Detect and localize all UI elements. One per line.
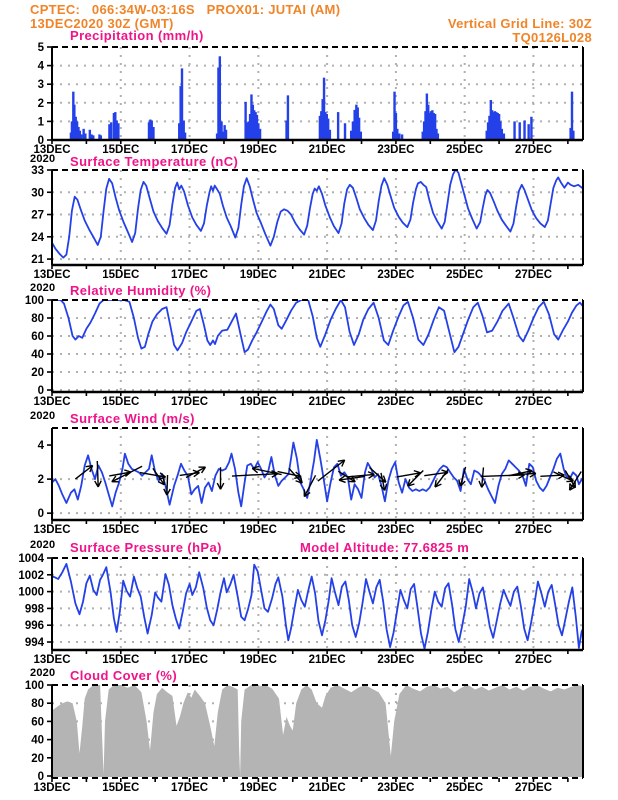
series-cloud — [52, 685, 583, 777]
precip-bar — [117, 123, 119, 140]
panel-precipitation — [33, 42, 583, 156]
panel-pressure — [18, 553, 583, 666]
precip-bar — [572, 131, 574, 140]
panel-cloud — [25, 680, 583, 794]
x-tick-label: 27DEC — [514, 396, 553, 408]
x-tick-label: 17DEC — [171, 524, 209, 536]
wind-arrow-head — [414, 471, 421, 473]
y-tick-label: 20 — [31, 752, 44, 765]
pressure-line — [52, 564, 583, 649]
x-tick-label: 25DEC — [446, 269, 484, 281]
gridlines-humidity — [52, 300, 583, 392]
x-tick-label: 17DEC — [171, 782, 209, 794]
y-tick-label: 1004 — [18, 553, 44, 565]
precip-bar — [513, 121, 515, 140]
y-tick-label: 100 — [24, 680, 44, 692]
y-tick-label: 0 — [37, 135, 44, 147]
series-precipitation — [70, 56, 575, 140]
panel-title-cloud: Cloud Cover (%) — [70, 668, 178, 683]
gridlines-pressure — [52, 558, 583, 650]
x-tick-label: 21DEC — [308, 782, 346, 794]
panel-title-temperature: Surface Temperature (nC) — [70, 154, 239, 169]
x-tick-label: 25DEC — [446, 654, 484, 666]
frame-pressure — [52, 558, 583, 650]
y-tick-label: 1000 — [18, 586, 44, 599]
y-tick-label: 80 — [31, 313, 44, 326]
x-tick-label: 17DEC — [171, 269, 209, 281]
x-tick-label: 15DEC — [102, 782, 140, 794]
y-tick-label: 27 — [31, 209, 44, 222]
x-tick-label: 27DEC — [514, 654, 553, 666]
y-tick-label: 100 — [24, 295, 44, 307]
x-tick-label: 13DEC — [33, 654, 71, 666]
x-tick-label: 25DEC — [446, 144, 484, 156]
y-tick-label: 0 — [37, 385, 44, 398]
precip-bar — [396, 129, 398, 140]
x-axis-year-label: 2020 — [30, 667, 56, 679]
gridlines-precipitation — [52, 47, 583, 140]
y-tick-label: 24 — [31, 231, 44, 244]
y-tick-label: 2 — [37, 474, 44, 487]
x-tick-label: 23DEC — [377, 396, 415, 408]
x-tick-label: 23DEC — [377, 782, 415, 794]
x-tick-label: 15DEC — [102, 144, 140, 156]
x-tick-label: 13DEC — [33, 396, 71, 408]
y-tick-label: 5 — [37, 42, 44, 54]
y-tick-label: 0 — [37, 770, 44, 783]
x-tick-label: 23DEC — [377, 269, 415, 281]
precip-bar — [519, 122, 521, 140]
panel-title-wind: Surface Wind (m/s) — [70, 411, 195, 426]
x-tick-label: 25DEC — [446, 524, 484, 536]
y-tick-label: 60 — [31, 331, 44, 344]
panel-wind — [33, 428, 583, 536]
panel-title-humidity: Relative Humidity (%) — [70, 283, 212, 298]
x-tick-label: 23DEC — [377, 654, 415, 666]
x-tick-label: 21DEC — [308, 144, 346, 156]
x-axis-year-label: 2020 — [30, 282, 56, 294]
x-tick-label: 13DEC — [33, 782, 71, 794]
precip-bar — [530, 117, 532, 140]
cloud-area — [52, 685, 583, 777]
y-tick-label: 998 — [24, 603, 44, 616]
x-tick-label: 19DEC — [239, 269, 277, 281]
x-tick-label: 21DEC — [308, 524, 346, 536]
precip-bar — [501, 129, 503, 140]
model-altitude-label: Model Altitude: 77.6825 m — [300, 540, 470, 555]
x-tick-label: 23DEC — [377, 144, 415, 156]
series-temperature — [52, 169, 583, 257]
wind-arrow-shaft — [167, 475, 168, 495]
gridlines-temperature — [52, 170, 583, 265]
precip-bar — [287, 95, 289, 140]
x-tick-label: 15DEC — [102, 654, 140, 666]
station-header: CPTEC: 066:34W-03:16S PROX01: JUTAI (AM) — [30, 2, 341, 17]
x-tick-label: 21DEC — [308, 396, 346, 408]
y-tick-label: 1002 — [18, 569, 44, 582]
panel-humidity — [25, 295, 583, 408]
wind-arrow-head — [525, 469, 532, 471]
x-tick-label: 15DEC — [102, 524, 140, 536]
panel-temperature — [31, 165, 583, 281]
wind-arrow-head — [339, 480, 346, 482]
series-wind — [52, 440, 583, 507]
wind-arrow-shaft — [481, 475, 525, 477]
x-tick-label: 19DEC — [239, 144, 277, 156]
y-tick-label: 996 — [24, 620, 44, 633]
x-tick-label: 19DEC — [239, 524, 277, 536]
x-tick-label: 21DEC — [308, 269, 346, 281]
x-tick-label: 25DEC — [446, 782, 484, 794]
vertical-grid-note: Vertical Grid Line: 30Z — [447, 16, 592, 31]
x-tick-label: 17DEC — [171, 396, 209, 408]
panel-title-precipitation: Precipitation (mm/h) — [70, 28, 204, 43]
x-axis-year-label: 2020 — [30, 539, 56, 551]
y-tick-label: 30 — [31, 187, 44, 200]
series-humidity — [52, 300, 583, 352]
wind-arrow — [479, 467, 486, 487]
x-tick-label: 15DEC — [102, 269, 140, 281]
humidity-line — [52, 300, 583, 352]
y-tick-label: 1 — [37, 116, 44, 129]
frame-temperature — [52, 170, 583, 265]
precip-bar — [329, 130, 331, 140]
y-tick-label: 20 — [31, 367, 44, 380]
y-tick-label: 80 — [31, 698, 44, 711]
precip-bar — [527, 124, 529, 140]
x-tick-label: 19DEC — [239, 396, 277, 408]
wind-arrow-shaft — [97, 461, 98, 487]
frame-humidity — [52, 300, 583, 392]
x-tick-label: 13DEC — [33, 144, 71, 156]
x-axis-year-label: 2020 — [30, 153, 56, 165]
precip-bar — [337, 112, 339, 140]
temperature-line — [52, 169, 583, 257]
x-tick-label: 27DEC — [514, 782, 553, 794]
precip-bar — [225, 130, 227, 140]
x-tick-label: 13DEC — [33, 269, 71, 281]
series-pressure — [52, 564, 583, 649]
y-tick-label: 60 — [31, 716, 44, 729]
precip-bar — [259, 129, 261, 140]
x-tick-label: 19DEC — [239, 654, 277, 666]
x-tick-label: 19DEC — [239, 782, 277, 794]
x-axis-year-label: 2020 — [30, 410, 56, 422]
y-tick-label: 3 — [37, 79, 44, 92]
y-tick-label: 0 — [37, 508, 44, 521]
product-code: TQ0126L028 — [512, 30, 592, 45]
y-tick-label: 33 — [31, 165, 44, 177]
precip-bar — [152, 127, 154, 140]
x-tick-label: 17DEC — [171, 144, 209, 156]
x-tick-label: 15DEC — [102, 396, 140, 408]
x-tick-label: 13DEC — [33, 524, 71, 536]
y-tick-label: 40 — [31, 349, 44, 362]
y-tick-label: 21 — [31, 254, 44, 267]
precip-bar — [523, 120, 525, 140]
x-tick-label: 27DEC — [514, 269, 553, 281]
y-tick-label: 4 — [37, 60, 44, 73]
precip-bar — [344, 123, 346, 140]
y-tick-label: 4 — [37, 440, 44, 453]
y-tick-label: 40 — [31, 734, 44, 747]
wind-line — [52, 440, 583, 507]
wind-arrow — [140, 473, 166, 480]
x-tick-label: 25DEC — [446, 396, 484, 408]
y-tick-label: 994 — [24, 637, 44, 650]
wind-arrow-shaft — [232, 474, 278, 476]
panel-title-pressure: Surface Pressure (hPa) — [70, 540, 222, 555]
x-tick-label: 21DEC — [308, 654, 346, 666]
x-tick-label: 17DEC — [171, 654, 209, 666]
x-tick-label: 27DEC — [514, 144, 553, 156]
precip-bar — [110, 122, 112, 140]
run-datetime: 13DEC2020 30Z (GMT) — [30, 16, 174, 31]
x-tick-label: 23DEC — [377, 524, 415, 536]
x-tick-label: 27DEC — [514, 524, 553, 536]
frame-precipitation — [52, 47, 583, 140]
y-tick-label: 2 — [37, 97, 44, 110]
